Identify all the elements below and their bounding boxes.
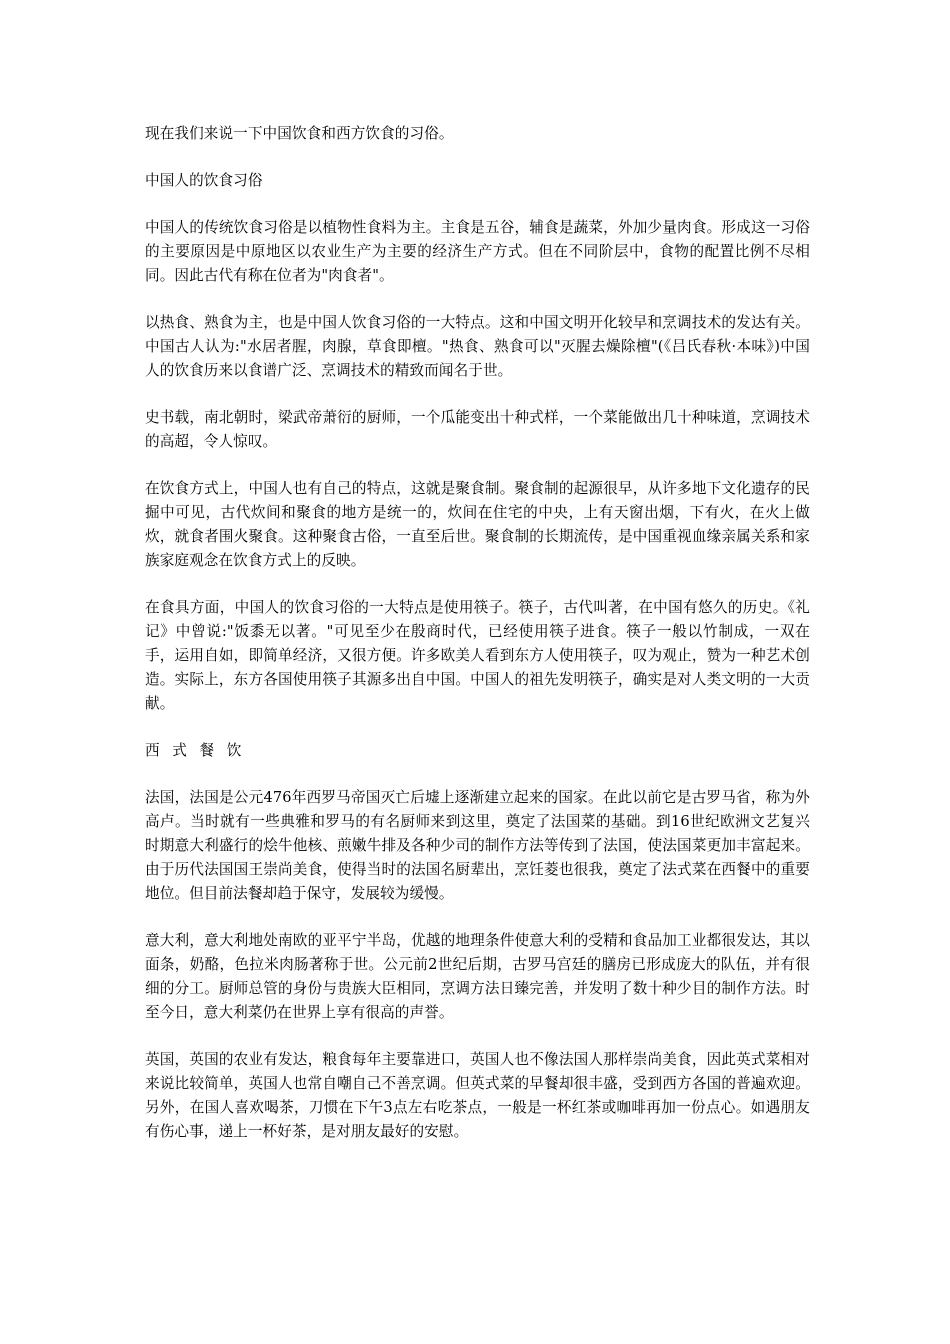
intro-paragraph: 现在我们来说一下中国饮食和西方饮食的习俗。 xyxy=(145,125,454,142)
paragraph-italy: 意大利，意大利地处南欧的亚平宁半岛，优越的地理条件使意大利的受精和食品加工业都很发达，其以面条，奶酪，色拉米肉肠著称于世。公元前2世纪后期，古罗马宫廷的膳房已形成庞大的队伍，并有很细的分工。厨师总管的身份与贵族大臣相同，烹调方法日臻完善，并发明了数十种少目的制作方法。时至今日，意大利菜仍在世界上享有很高的声誉。 xyxy=(145,932,810,1021)
paragraph-chopsticks: 在食具方面，中国人的饮食习俗的一大特点是使用筷子。筷子，古代叫著，在中国有悠久的历史。《礼记》中曾说:"饭黍无以著。"可见至少在殷商时代，已经使用筷子进食。筷子一般以竹制成，一双在手，运用自如，即简单经济，又很方便。许多欧美人看到东方人使用筷子，叹为观止，赞为一种艺术创造。实际上，东方各国使用筷子其源多出自中国。中国人的祖先发明筷子，确实是对人类文明的一大贡献。 xyxy=(145,599,810,712)
section-heading-chinese-customs: 中国人的饮食习俗 xyxy=(145,172,263,189)
paragraph-france: 法国，法国是公元476年西罗马帝国灭亡后墟上逐渐建立起来的国家。在此以前它是古罗马省，称为外高卢。当时就有一些典雅和罗马的有名厨师来到这里，奠定了法国菜的基础。到16世纪欧洲文艺复兴时期意大利盛行的烩牛他核、煎嫩牛排及各种少司的制作方法等传到了法国，使法国菜更加丰富起来。由于历代法国国王崇尚美食，使得当时的法国名厨辈出，烹饪菱也很我，奠定了法式菜在西餐中的重要地位。但目前法餐却趋于保守，发展较为缓慢。 xyxy=(145,789,810,902)
paragraph-england: 英国，英国的农业有发达，粮食每年主要靠进口，英国人也不像法国人那样崇尚美食，因此英式菜相对来说比较简单，英国人也常自嘲自己不善烹调。但英式菜的早餐却很丰盛，受到西方各国的普遍欢迎。另外，在国人喜欢喝茶，刀惯在下午3点左右吃茶点，一般是一杯红茶或咖啡再加一份点心。如遇朋友有伤心事，递上一杯好茶，是对朋友最好的安慰。 xyxy=(145,1051,810,1140)
paragraph-history-chef: 史书载，南北朝时，梁武帝萧衍的厨师，一个瓜能变出十种式样，一个菜能做出几十种味道，烹调技术的高超，令人惊叹。 xyxy=(145,409,810,450)
document-body xyxy=(145,122,810,1167)
paragraph-hot-cooked-food: 以热食、熟食为主，也是中国人饮食习俗的一大特点。这和中国文明开化较早和烹调技术的发达有关。中国古人认为:"水居者腥，肉腺，草食即檀。"热食、熟食可以"灭腥去燥除檀"(《吕氏春秋·本味》)中国人的饮食历来以食谱广泛、烹调技术的精致而闻名于世。 xyxy=(145,314,810,379)
paragraph-communal-dining: 在饮食方式上，中国人也有自己的特点，这就是聚食制。聚食制的起源很早，从许多地下文化遗存的民掘中可见，古代炊间和聚食的地方是统一的，炊间在住宅的中央，上有天窗出烟，下有火，在火上做炊，就食者围火聚食。这种聚食古俗，一直至后世。聚食制的长期流传，是中国重视血缘亲属关系和家族家庭观念在饮食方式上的反映。 xyxy=(145,480,810,569)
section-heading-western-dining: 西 式 餐 饮 xyxy=(145,742,246,759)
paragraph-staple-foods: 中国人的传统饮食习俗是以植物性食料为主。主食是五谷，辅食是蔬菜，外加少量肉食。形成这一习俗的主要原因是中原地区以农业生产为主要的经济生产方式。但在不同阶层中，食物的配置比例不尽相同。因此古代有称在位者为"肉食者"。 xyxy=(145,219,810,284)
